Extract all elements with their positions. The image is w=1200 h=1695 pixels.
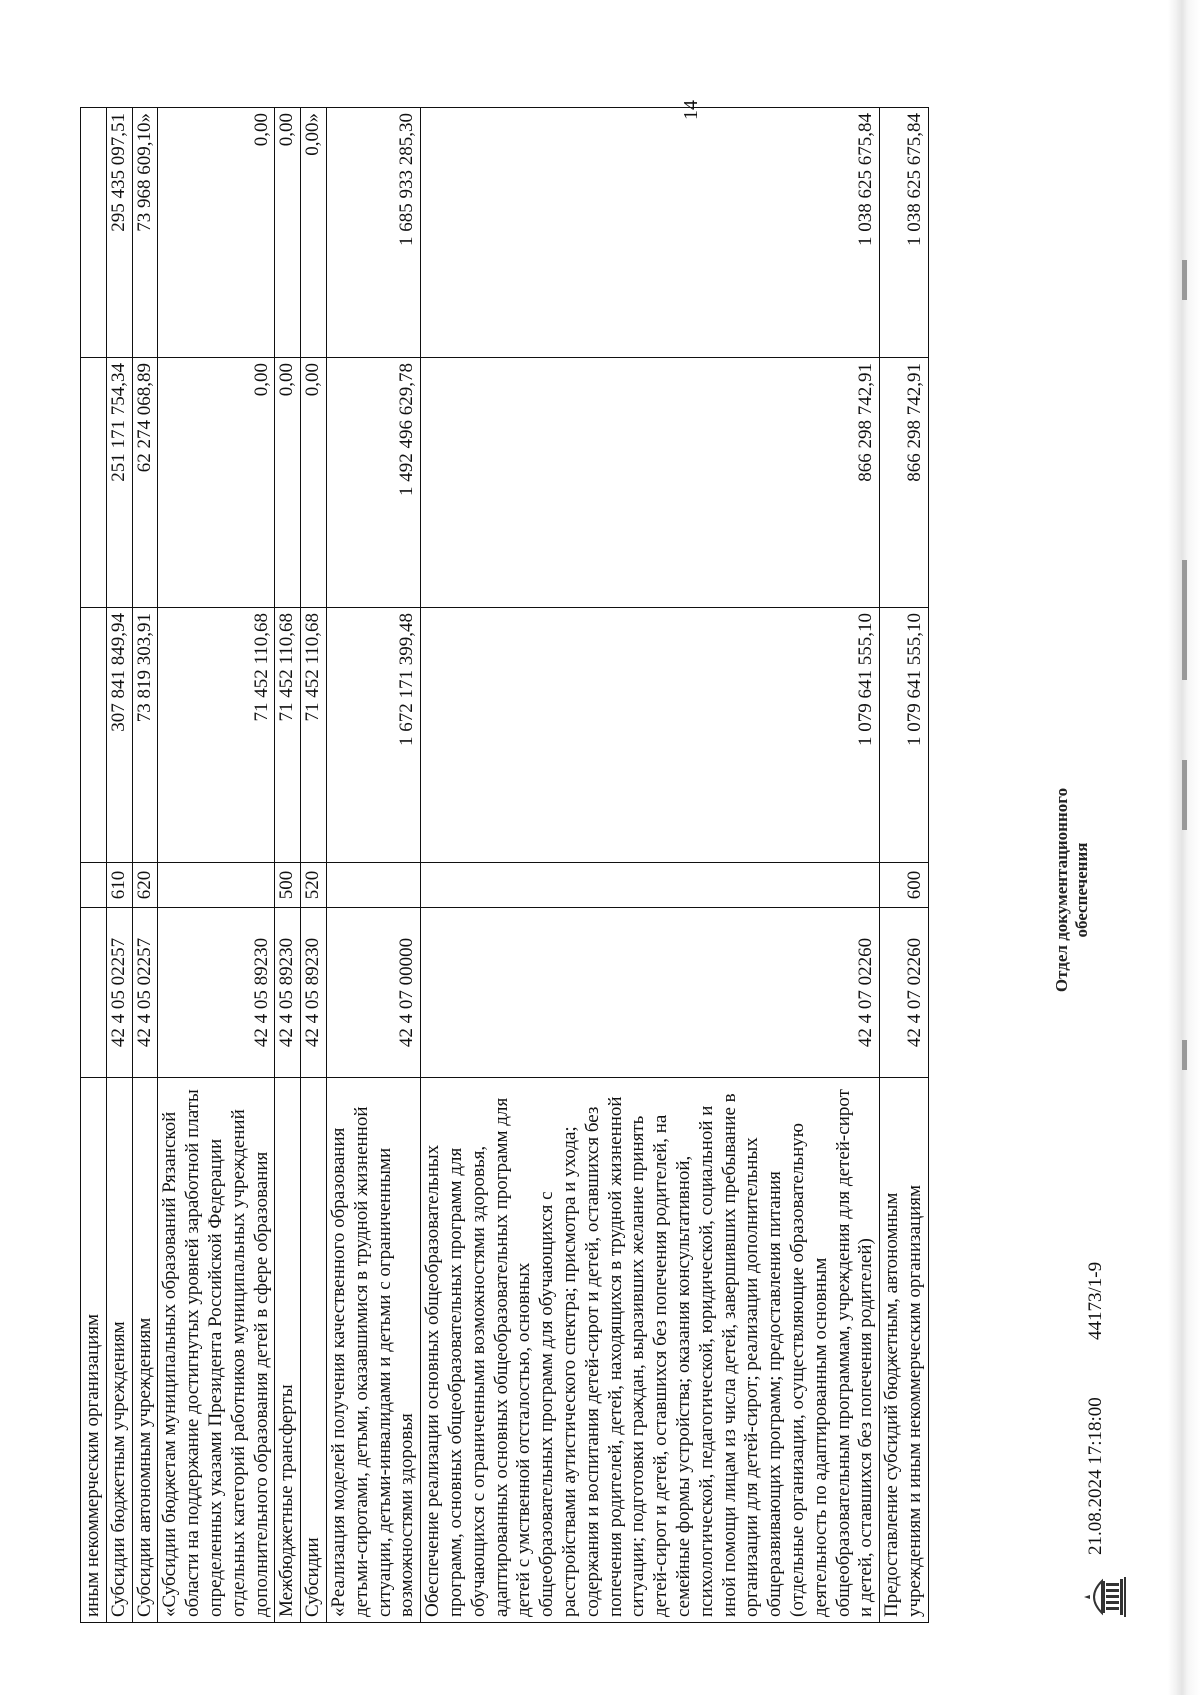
row-amount-1: 307 841 849,94 [106,608,132,863]
row-amount-1: 1 079 641 555,10 [421,608,880,863]
row-target-code: 42 4 07 00000 [326,908,420,1078]
table-row [326,108,420,1623]
row-target-code: 42 4 07 02260 [880,908,929,1078]
table-row [106,108,132,1623]
row-description: Субсидии бюджетным учреждениям [106,1078,132,1623]
row-amount-1: 73 819 303,91 [132,608,158,863]
row-description: «Реализация моделей получения качественного образования детьми-сиротами, детьми, оказавшимися в трудной жизненной ситуации, детьми-инвалидами и детьми с ограниченными возможностями здоровья [326,1078,420,1623]
row-target-code: 42 4 07 02260 [421,908,880,1078]
row-amount-2: 0,00 [158,358,275,608]
row-amount-3: 0,00 [158,108,275,358]
row-expense-type: 600 [880,863,929,908]
row-amount-3: 0,00» [301,108,327,358]
row-amount-3: 0,00 [275,108,301,358]
table-row [275,108,301,1623]
stamp-line-2: обеспечения [1072,842,1092,938]
row-target-code [81,908,107,1078]
row-target-code: 42 4 05 89230 [158,908,275,1078]
row-expense-type [326,863,420,908]
row-amount-3: 1 038 625 675,84 [421,108,880,358]
row-amount-2: 251 171 754,34 [106,358,132,608]
row-amount-1: 71 452 110,68 [158,608,275,863]
row-expense-type: 610 [106,863,132,908]
row-description: Межбюджетные трансферты [275,1078,301,1623]
table-row [158,108,275,1623]
row-amount-2: 866 298 742,91 [880,358,929,608]
page-number: 14 [680,100,702,120]
table-row [301,108,327,1623]
row-amount-2 [81,358,107,608]
duma-building-logo-icon [1080,1573,1128,1621]
row-target-code: 42 4 05 89230 [301,908,327,1078]
row-amount-1: 1 079 641 555,10 [880,608,929,863]
row-expense-type [421,863,880,908]
row-expense-type [158,863,275,908]
footer-document-number: 44173/1-9 [1085,1261,1106,1340]
budget-table-body [81,108,929,1623]
row-expense-type: 620 [132,863,158,908]
row-amount-3 [81,108,107,358]
row-amount-3: 295 435 097,51 [106,108,132,358]
row-target-code: 42 4 05 02257 [132,908,158,1078]
table-row [880,108,929,1623]
table-row [81,108,107,1623]
row-amount-2: 0,00 [301,358,327,608]
footer-date: 21.08.2024 17:18:00 [1085,1397,1106,1555]
row-description: иным некоммерческим организациям [81,1078,107,1623]
budget-table [80,107,929,1623]
row-description: «Субсидии бюджетам муниципальных образований Рязанской области на поддержание достигнутых уровней заработной платы определенных указами Президента Российской Федерации отдельных категорий работников муниципальных учреждений дополнительного образования детей в сфере образования [158,1078,275,1623]
table-row [132,108,158,1623]
row-target-code: 42 4 05 02257 [106,908,132,1078]
row-amount-1: 71 452 110,68 [275,608,301,863]
row-target-code: 42 4 05 89230 [275,908,301,1078]
row-amount-3: 1 038 625 675,84 [880,108,929,358]
row-amount-2: 62 274 068,89 [132,358,158,608]
stamp-line-1: Отдел документационного [1052,787,1071,993]
row-expense-type: 520 [301,863,327,908]
row-amount-1: 71 452 110,68 [301,608,327,863]
department-stamp [1052,775,1093,1005]
row-amount-1 [81,608,107,863]
row-expense-type: 500 [275,863,301,908]
row-description: Предоставление субсидий бюджетным, автономным учреждениям и иным некоммерческим организациям [880,1078,929,1623]
row-amount-3: 1 685 933 285,30 [326,108,420,358]
row-amount-3: 73 968 609,10» [132,108,158,358]
row-amount-2: 1 492 496 629,78 [326,358,420,608]
row-expense-type [81,863,107,908]
row-amount-2: 866 298 742,91 [421,358,880,608]
row-description: Субсидии автономным учреждениям [132,1078,158,1623]
row-description: Субсидии [301,1078,327,1623]
row-amount-2: 0,00 [275,358,301,608]
row-amount-1: 1 672 171 399,48 [326,608,420,863]
table-row [421,108,880,1623]
row-description: Обеспечение реализации основных общеобразовательных программ, основных общеобразовательных программ для обучающихся с ограниченными возможностями здоровья, адаптированных основных общеобразовательных программ для детей с умственной отсталостью, основных общеобразовательных программ для обучающихся с расстройствами аутистического спектра; присмотра и ухода; содержания и воспитания детей-сирот и детей, оставшихся без попечения родителей, детей, находящихся в трудной жизненной ситуации; подготовки граждан, выразивших желание принять детей-сирот и детей, оставшихся без попечения родителей, на семейные формы устройства; оказания консультативной, психологической, педагогической, юридической, социальной и иной помощи лицам из числа детей, завершивших пребывание в организации для детей-сирот; реализации дополнительных общеразвивающих программ; предоставления питания (отдельные организации, осуществляющие образовательную деятельность по адаптированным основным общеобразовательным программам, учреждения для детей-сирот и детей, оставшихся без попечения родителей) [421,1078,880,1623]
